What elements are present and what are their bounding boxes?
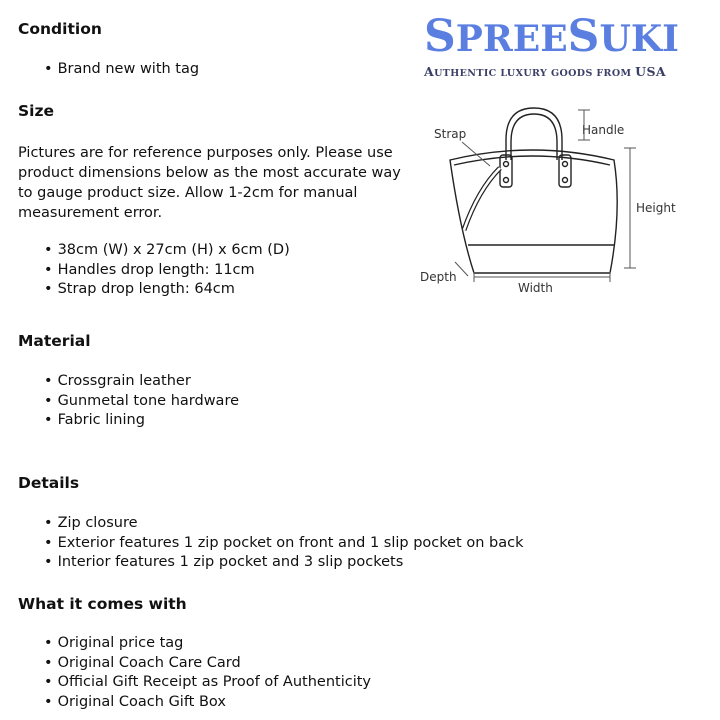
list-item: • Zip closure	[44, 514, 523, 534]
logo-letter: PREE	[455, 18, 568, 60]
list-item: • Handles drop length: 11cm	[44, 261, 290, 281]
material-heading: Material	[18, 332, 91, 350]
logo-letter: S	[567, 11, 600, 62]
logo-letter: S	[424, 11, 456, 62]
logo-wordmark	[424, 10, 718, 66]
details-list	[44, 514, 523, 573]
depth-label: Depth	[420, 270, 457, 284]
comes-with-list	[44, 634, 371, 712]
list-item: • Gunmetal tone hardware	[44, 392, 239, 412]
material-list	[44, 372, 239, 431]
list-item: • Original Coach Care Card	[44, 654, 371, 674]
list-item: • Original Coach Gift Box	[44, 693, 371, 713]
comes-with-heading: What it comes with	[18, 595, 187, 613]
handle-label: Handle	[582, 123, 625, 137]
list-item: • 38cm (W) x 27cm (H) x 6cm (D)	[44, 241, 290, 261]
handle-inner	[511, 114, 557, 160]
condition-heading: Condition	[18, 20, 102, 38]
height-label: Height	[636, 201, 676, 215]
width-label: Width	[518, 281, 553, 295]
bag-body	[450, 150, 617, 273]
logo-letter: UKI	[599, 18, 679, 60]
list-item: • Original price tag	[44, 634, 371, 654]
rivet	[504, 178, 509, 183]
list-item: • Crossgrain leather	[44, 372, 239, 392]
size-heading: Size	[18, 102, 55, 120]
list-item: • Interior features 1 zip pocket and 3 slip pockets	[44, 553, 523, 573]
size-list	[44, 241, 290, 300]
list-item: • Fabric lining	[44, 411, 239, 431]
list-item: • Exterior features 1 zip pocket on front and 1 slip pocket on back	[44, 534, 523, 554]
list-item: • Brand new with tag	[44, 60, 199, 80]
bag-dimension-diagram	[412, 100, 712, 300]
list-item: • Official Gift Receipt as Proof of Authenticity	[44, 673, 371, 693]
rivet	[504, 162, 509, 167]
logo-tagline	[424, 64, 718, 79]
strap	[464, 168, 500, 230]
strap-label: Strap	[434, 127, 467, 141]
list-item: • Strap drop length: 64cm	[44, 280, 290, 300]
spreesuki-logo	[424, 10, 718, 79]
rivet	[563, 178, 568, 183]
handle-outer	[506, 108, 562, 160]
tagline-part: USA	[635, 64, 666, 79]
details-heading: Details	[18, 474, 80, 492]
size-description: Pictures are for reference purposes only. Please use product dimensions below as the most accurate way to gauge product size. Allow 1-2cm for manual measurement error.	[18, 145, 401, 221]
rivet	[563, 162, 568, 167]
zip-line	[454, 156, 610, 165]
tagline-part: UTHENTIC LUXURY GOODS FROM	[434, 68, 636, 79]
condition-list	[44, 60, 199, 80]
tagline-part: A	[424, 64, 435, 79]
